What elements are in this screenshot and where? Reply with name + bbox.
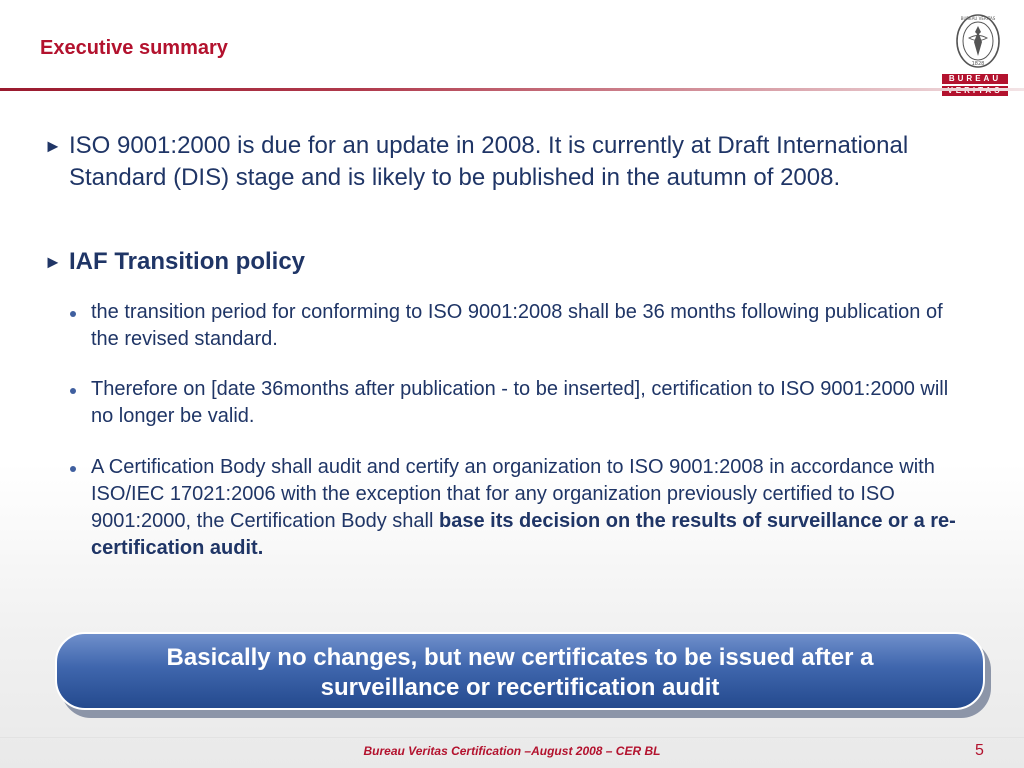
seal-year: 1828 [971, 61, 985, 67]
sub-bullet-text: the transition period for conforming to ISO 9001:2008 shall be 36 months following publication of the revised standard. [91, 301, 943, 350]
bullet-iso-update [44, 130, 944, 194]
dot-bullet-icon [70, 466, 76, 472]
callout-line-1: Basically no changes, but new certificates to be issued after a [166, 644, 874, 671]
header-divider [0, 88, 1024, 91]
bullet-iaf-transition [44, 246, 944, 278]
conclusion-callout [55, 632, 985, 710]
page-number: 5 [975, 742, 984, 759]
seal-ring-text: BUREAU VERITAS [960, 16, 996, 21]
sub-bullet-text [91, 454, 970, 562]
page-title: Executive summary [40, 37, 228, 59]
arrow-bullet-icon: ► [44, 252, 62, 272]
footer-divider [0, 737, 1024, 738]
dot-bullet-icon [70, 311, 76, 317]
sub-bullet-transition-period [70, 299, 970, 353]
bullet-text: IAF Transition policy [69, 248, 306, 275]
bureau-veritas-logo [940, 10, 1010, 90]
bullet-text: ISO 9001:2000 is due for an update in 2008. It is currently at Draft International Standard (DIS) stage and is likely to be published in the autumn of 2008. [69, 132, 909, 191]
logo-band-bureau: BUREAU [942, 74, 1008, 84]
arrow-bullet-icon: ► [44, 136, 62, 156]
sub-bullet-text-bold: base its decision on the results of surveillance or a re-certification audit. [91, 510, 956, 559]
callout-line-2: surveillance or recertification audit [320, 674, 720, 701]
dot-bullet-icon [70, 388, 76, 394]
footer-text: Bureau Veritas Certification –August 2008 – CER BL [363, 744, 661, 758]
sub-bullet-text: Therefore on [date 36months after publication - to be inserted], certification to ISO 9001:2000 will no longer be valid. [91, 378, 949, 427]
sub-bullet-certification-body [70, 454, 970, 562]
sub-bullet-text-plain: A Certification Body shall audit and certify an organization to ISO 9001:2008 in accordance with ISO/IEC 17021:2006 with the exception that for any organization previously certified to ISO 9001:2000, the Certification Body shall [91, 456, 935, 532]
sub-bullet-validity [70, 376, 970, 430]
seal-icon [954, 12, 1002, 74]
